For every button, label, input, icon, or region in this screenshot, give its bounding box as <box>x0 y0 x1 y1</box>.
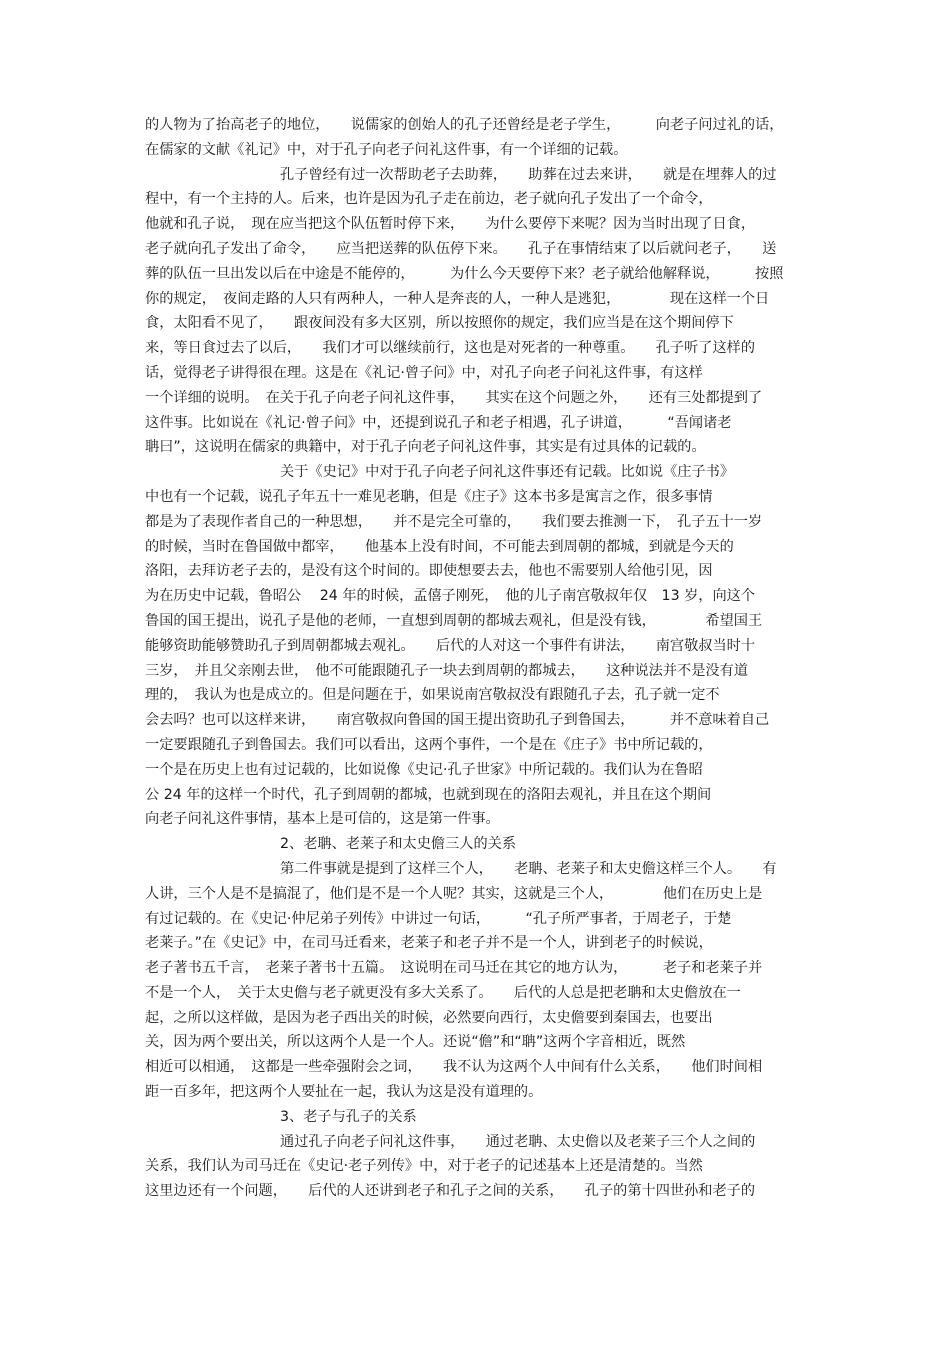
text-line: 起，之所以这样做，是因为老子西出关的时候，必然要向西行，太史儋要到秦国去，也要出 <box>145 1009 713 1026</box>
paragraph-start-line: 关于《史记》中对于孔子向老子问礼这件事还有记载。比如说《庄子书》 <box>280 464 735 481</box>
text-line: 不是一个人， 关于太史儋与老子就更没有多大关系了。 后代的人总是把老聃和太史儋放在一 <box>145 984 741 1001</box>
text-line: 老子就向孔子发出了命令， 应当把送葬的队伍停下来。 孔子在事情结束了以后就问老子， 送 <box>145 240 777 257</box>
text-line: 程中，有一个主持的人。后来，也许是因为孔子走在前边，老子就向孔子发出了一个命令， <box>145 191 713 208</box>
text-line: 话，觉得老子讲得很在理。这是在《礼记·曾子问》中，对孔子向老子问礼这件事，有这样 <box>145 364 703 381</box>
text-line: 的时候，当时在鲁国做中都宰， 他基本上没有时间，不可能去到周朝的都城，到就是今天的 <box>145 538 734 555</box>
text-line: 这件事。比如说在《礼记·曾子问》中，还提到说孔子和老子相遇，孔子讲道， “吾闻诸老 <box>145 414 732 431</box>
text-line: 关系，我们认为司马迁在《史记·老子列传》中，对于老子的记述基本上还是清楚的。当然 <box>145 1158 703 1175</box>
text-line: 洛阳，去拜访老子去的，是没有这个时间的。即使想要去去，他也不需要别人给他引见，因 <box>145 563 713 580</box>
section-heading: 3、老子与孔子的关系 <box>280 1108 417 1125</box>
section-heading: 2、老聃、老莱子和太史儋三人的关系 <box>280 836 517 853</box>
text-line: 三岁， 并且父亲刚去世， 他不可能跟随孔子一块去到周朝的都城去， 这种说法并不是没有道 <box>145 662 748 679</box>
text-line: 一个是在历史上也有过记载的，比如说像《史记·孔子世家》中所记载的。我们认为在鲁昭 <box>145 761 703 778</box>
text-line: 食，太阳看不见了， 跟夜间没有多大区别，所以按照你的规定，我们应当是在这个期间停下 <box>145 315 734 332</box>
text-line: 距一百多年，把这两个人要扯在一起，我认为这是没有道理的。 <box>145 1084 543 1101</box>
text-line: 会去吗？也可以这样来讲， 南宫敬叔向鲁国的国王提出资助孔子到鲁国去， 并不意味着自己 <box>145 712 770 729</box>
text-line: 都是为了表现作者自己的一种思想， 并不是完全可靠的， 我们要去推测一下， 孔子五十一岁 <box>145 513 763 530</box>
text-line: 鲁国的国王提出，说孔子是他的老师，一直想到周朝的都城去观礼，但是没有钱， 希望国王 <box>145 612 763 629</box>
text-line: 人讲，三个人是不是搞混了，他们是不是一个人呢？其实，这就是三个人， 他们在历史上是 <box>145 885 763 902</box>
text-line: 他就和孔子说， 现在应当把这个队伍暂时停下来， 为什么要停下来呢？因为当时出现了日食， <box>145 216 756 233</box>
text-line: 中也有一个记载，说孔子年五十一难见老聃，但是《庄子》这本书多是寓言之作，很多事情 <box>145 488 713 505</box>
text-line: 能够资助能够赞助孔子到周朝都城去观礼。 后代的人对这一个事件有讲法， 南宫敬叔当时十 <box>145 637 756 654</box>
paragraph-start-line: 孔子曾经有过一次帮助老子去助葬， 助葬在过去来讲， 就是在埋葬人的过 <box>280 166 777 183</box>
text-line: 的人物为了抬高老子的地位， 说儒家的创始人的孔子还曾经是老子学生， 向老子问过礼的话， <box>145 117 784 133</box>
text-line: 一个详细的说明。 在关于孔子向老子问礼这件事， 其实在这个问题之外， 还有三处都提到了 <box>145 389 763 406</box>
text-line: 这里边还有一个问题， 后代的人还讲到老子和孔子之间的关系， 孔子的第十四世孙和老子的 <box>145 1183 756 1200</box>
text-line: 为在历史中记载，鲁昭公 24 年的时候，孟僖子刚死， 他的儿子南宫敬叔年仅 13 岁，向这个 <box>145 588 756 605</box>
text-line: 老莱子。”在《史记》中，在司马迁看来，老莱子和老子并不是一个人，讲到老子的时候说， <box>145 935 713 952</box>
text-line: 关，因为两个要出关，所以这两个人是一个人。还说“儋”和“聃”这两个字音相近，既然 <box>145 1034 686 1051</box>
text-line: 葬的队伍一旦出发以后在中途是不能停的， 为什么今天要停下来？老子就给他解释说， 按照 <box>145 265 784 282</box>
text-line: 一定要跟随孔子到鲁国去。我们可以看出，这两个事件，一个是在《庄子》书中所记载的， <box>145 736 713 753</box>
paragraph-start-line: 第二件事就是提到了这样三个人， 老聃、老莱子和太史儋这样三个人。 有 <box>280 860 777 877</box>
text-line: 相近可以相通， 这都是一些牵强附会之词， 我不认为这两个人中间有什么关系， 他们时间相 <box>145 1059 763 1076</box>
text-line: 有过记载的。在《史记·仲尼弟子列传》中讲过一句话， “孔子所严事者，于周老子，于楚 <box>145 910 732 927</box>
text-line: 向老子问礼这件事情，基本上是可信的，这是第一件事。 <box>145 811 500 828</box>
text-line: 老子著书五千言， 老莱子著书十五篇。 这说明在司马迁在其它的地方认为， 老子和老莱子并 <box>145 960 763 977</box>
text-line: 聃曰”，这说明在儒家的典籍中，对于孔子向老子问礼这件事，其实是有过具体的记载的。 <box>145 439 706 456</box>
document-body <box>145 113 810 1204</box>
paragraph-start-line: 通过孔子向老子问礼这件事， 通过老聃、太史儋以及老莱子三个人之间的 <box>280 1133 756 1150</box>
text-line: 公 24 年的这样一个时代，孔子到周朝的都城，也就到现在的洛阳去观礼，并且在这个期间 <box>145 786 712 803</box>
text-line: 在儒家的文献《礼记》中，对于孔子向老子问礼这件事，有一个详细的记载。 <box>145 141 628 158</box>
text-line: 你的规定， 夜间走路的人只有两种人，一种人是奔丧的人，一种人是逃犯， 现在这样一个日 <box>145 290 770 307</box>
text-line: 理的， 我认为也是成立的。但是问题在于，如果说南宫敬叔没有跟随孔子去，孔子就一定不 <box>145 687 720 704</box>
text-line: 来，等日食过去了以后， 我们才可以继续前行，这也是对死者的一种尊重。 孔子听了这样的 <box>145 340 756 357</box>
